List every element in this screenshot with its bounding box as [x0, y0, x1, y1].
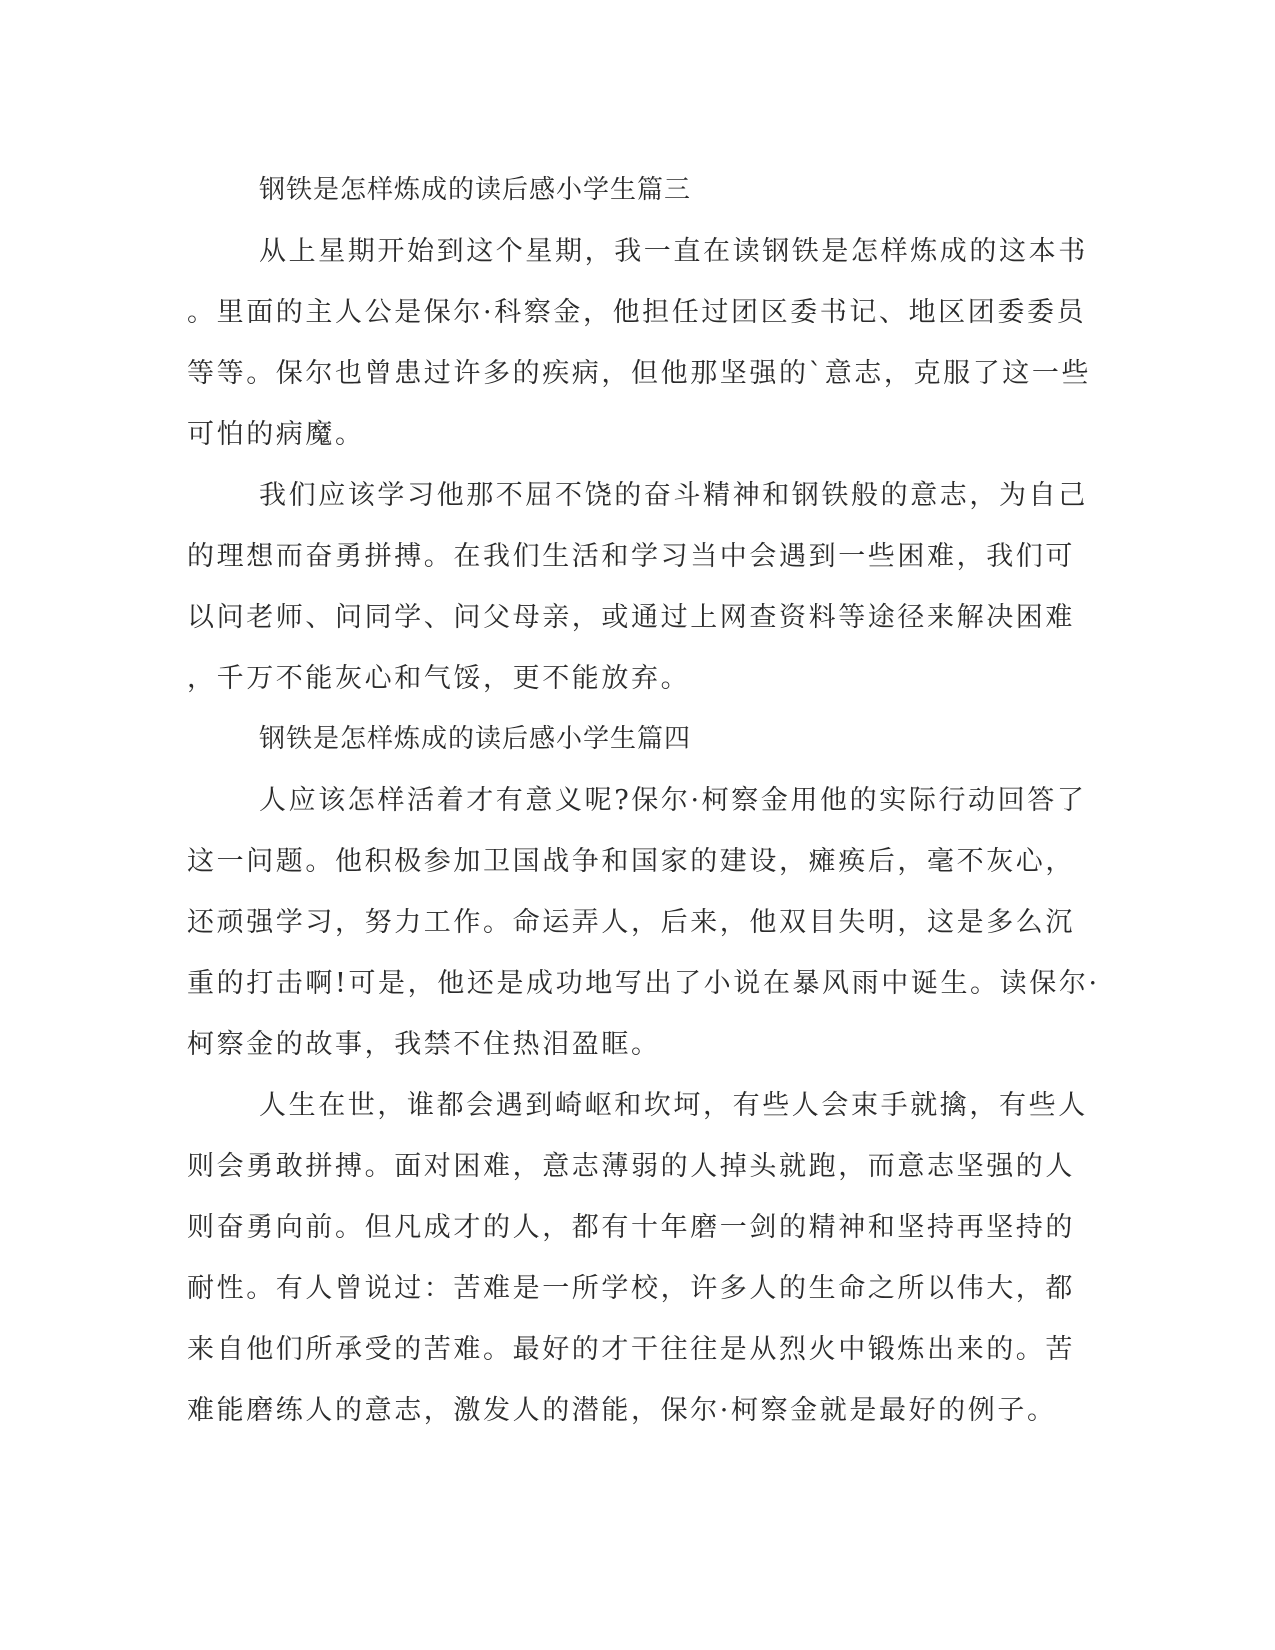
section-heading: 钢铁是怎样炼成的读后感小学生篇四 [259, 724, 692, 754]
text-line: 则奋勇向前。但凡成才的人，都有十年磨一剑的精神和坚持再坚持的 [187, 1212, 1075, 1243]
text-line: 这一问题。他积极参加卫国战争和国家的建设，瘫痪后，毫不灰心， [187, 846, 1075, 877]
text-line: 以问老师、问同学、问父母亲，或通过上网查资料等途径来解决困难 [187, 602, 1075, 633]
text-line: 可怕的病魔。 [187, 419, 365, 450]
text-line: 耐性。有人曾说过：苦难是一所学校，许多人的生命之所以伟大，都 [187, 1273, 1075, 1304]
text-line: 还顽强学习，努力工作。命运弄人，后来，他双目失明，这是多么沉 [187, 907, 1075, 938]
text-line: 人生在世，谁都会遇到崎岖和坎坷，有些人会束手就擒，有些人 [259, 1090, 1088, 1121]
text-line: 等等。保尔也曾患过许多的疾病，但他那坚强的`意志，克服了这一些 [187, 358, 1092, 389]
text-line: 难能磨练人的意志，激发人的潜能，保尔·柯察金就是最好的例子。 [187, 1395, 1057, 1426]
text-line: 从上星期开始到这个星期，我一直在读钢铁是怎样炼成的这本书 [259, 236, 1088, 267]
text-line: 重的打击啊!可是，他还是成功地写出了小说在暴风雨中诞生。读保尔· [187, 968, 1100, 999]
document-body [187, 160, 1100, 1441]
section-heading: 钢铁是怎样炼成的读后感小学生篇三 [259, 175, 692, 205]
text-line: 柯察金的故事，我禁不住热泪盈眶。 [187, 1029, 661, 1060]
text-line: 我们应该学习他那不屈不饶的奋斗精神和钢铁般的意志，为自己 [259, 480, 1088, 511]
text-line: 。里面的主人公是保尔·科察金，他担任过团区委书记、地区团委委员 [187, 297, 1087, 328]
text-line: 来自他们所承受的苦难。最好的才干往往是从烈火中锻炼出来的。苦 [187, 1334, 1075, 1365]
text-line: 则会勇敢拼搏。面对困难，意志薄弱的人掉头就跑，而意志坚强的人 [187, 1151, 1075, 1182]
text-line: 的理想而奋勇拼搏。在我们生活和学习当中会遇到一些困难，我们可 [187, 541, 1075, 572]
text-line: 人应该怎样活着才有意义呢?保尔·柯察金用他的实际行动回答了 [259, 785, 1087, 816]
text-line: ，千万不能灰心和气馁，更不能放弃。 [187, 663, 691, 694]
